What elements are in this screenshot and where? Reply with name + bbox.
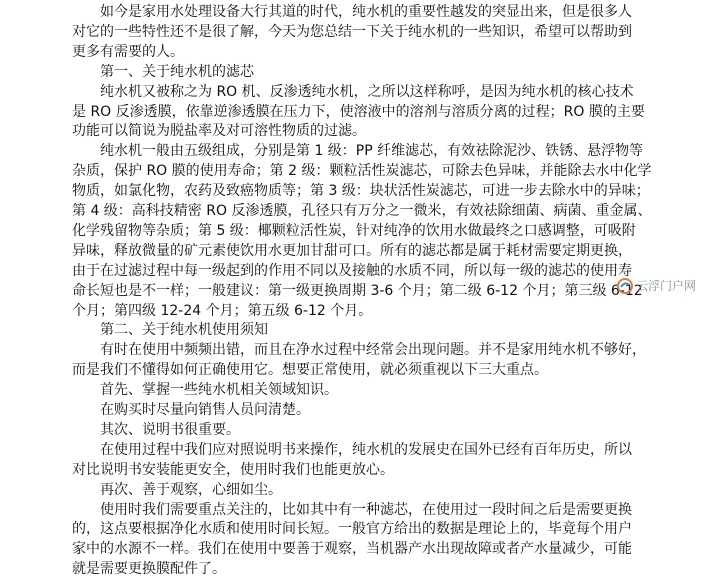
text-line: 更多有需要的人。: [72, 43, 184, 60]
text-line: 对它的一些特性还不是很了解，今天为您总结一下关于纯水机的一些知识，希望可以帮助到: [72, 23, 632, 40]
text-line: 第二、关于纯水机使用须知: [72, 322, 268, 339]
text-line: 使用时我们需要重点关注的，比如其中有一种滤芯，在使用过一段时间之后是需要更换: [72, 501, 632, 518]
text-line: 在使用过程中我们应对照说明书来操作，纯水机的发展史在国外已经有百年历史，所以: [72, 441, 632, 458]
text-line: 家中的水源不一样。我们在使用中要善于观察，当机器产水出现故障或者产水量减少，可能: [72, 541, 632, 558]
swirl-logo-icon: [617, 278, 633, 294]
text-line: 由于在过滤过程中每一级起到的作用不同以及接触的水质不同，所以每一级的滤芯的使用寿: [72, 262, 632, 279]
text-line: 首先、掌握一些纯水机相关领域知识。: [72, 382, 338, 399]
text-line: 而是我们不懂得如何正确使用它。想要正常使用，就必须重视以下三大重点。: [72, 362, 548, 379]
text-line: 如今是家用水处理设备大行其道的时代，纯水机的重要性越发的突显出来，但是很多人: [72, 4, 632, 20]
text-line: 化学残留物等杂质；第 5 级：椰颗粒活性炭，针对纯净的饮用水做最终之口感调整，可吸附: [72, 222, 636, 239]
text-line: 个月；第四级 12-24 个月；第五级 6-12 个月。: [72, 302, 373, 319]
text-line: 就是需要更换膜配件了。: [72, 561, 226, 578]
text-line: 有时在使用中频频出错，而且在净水过程中经常会出现问题。并不是家用纯水机不够好，: [72, 342, 646, 359]
text-line: 对比说明书安装能更安全，使用时我们也能更放心。: [72, 461, 394, 478]
text-line: 是 RO 反渗透膜，依靠逆渗透膜在压力下，使溶液中的溶剂与溶质分离的过程；RO 膜的主要: [72, 103, 645, 120]
watermark: [617, 277, 696, 294]
text-line: 物质，如氯化物，农药及致癌物质等；第 3 级：块状活性炭滤芯，可进一步去除水中的异味；: [72, 183, 650, 200]
text-line: 在购买时尽量向销售人员问清楚。: [72, 402, 310, 418]
text-line: 杂质，保护 RO 膜的使用寿命；第 2 级：颗粒活性炭滤芯，可除去色异味，并能除去水中化学: [72, 163, 652, 180]
watermark-text: 云浮门户网: [635, 279, 696, 293]
text-line: 命长短也是不一样；一般建议：第一级更换周期 3-6 个月；第二级 6-12 个月；第三级 6-12: [72, 282, 643, 299]
text-line: 第 4 级：高科技精密 RO 反渗透膜，孔径只有万分之一微米，有效祛除细菌、病菌、重金属、: [72, 203, 652, 219]
text-line: 再次、善于观察，心细如尘。: [72, 481, 282, 498]
text-line: 纯水机一般由五级组成，分别是第 1 级：PP 纤维滤芯，有效祛除泥沙、铁锈、悬浮物等: [72, 143, 644, 160]
text-line: 其次、说明书很重要。: [72, 421, 240, 438]
text-line: 功能可以简说为脱盐率及对可溶性物质的过滤。: [72, 123, 366, 140]
text-line: 第一、关于纯水机的滤芯: [72, 63, 254, 80]
text-line: 纯水机又被称之为 RO 机、反渗透纯水机，之所以这样称呼，是因为纯水机的核心技术: [72, 83, 634, 100]
text-line: 的，这点要根据净化水质和使用时间长短。一般官方给出的数据是理论上的，毕竟每个用户: [72, 521, 632, 538]
text-line: 异味，释放微量的矿元素使饮用水更加甘甜可口。所有的滤芯都是属于耗材需要定期更换，: [72, 242, 632, 259]
